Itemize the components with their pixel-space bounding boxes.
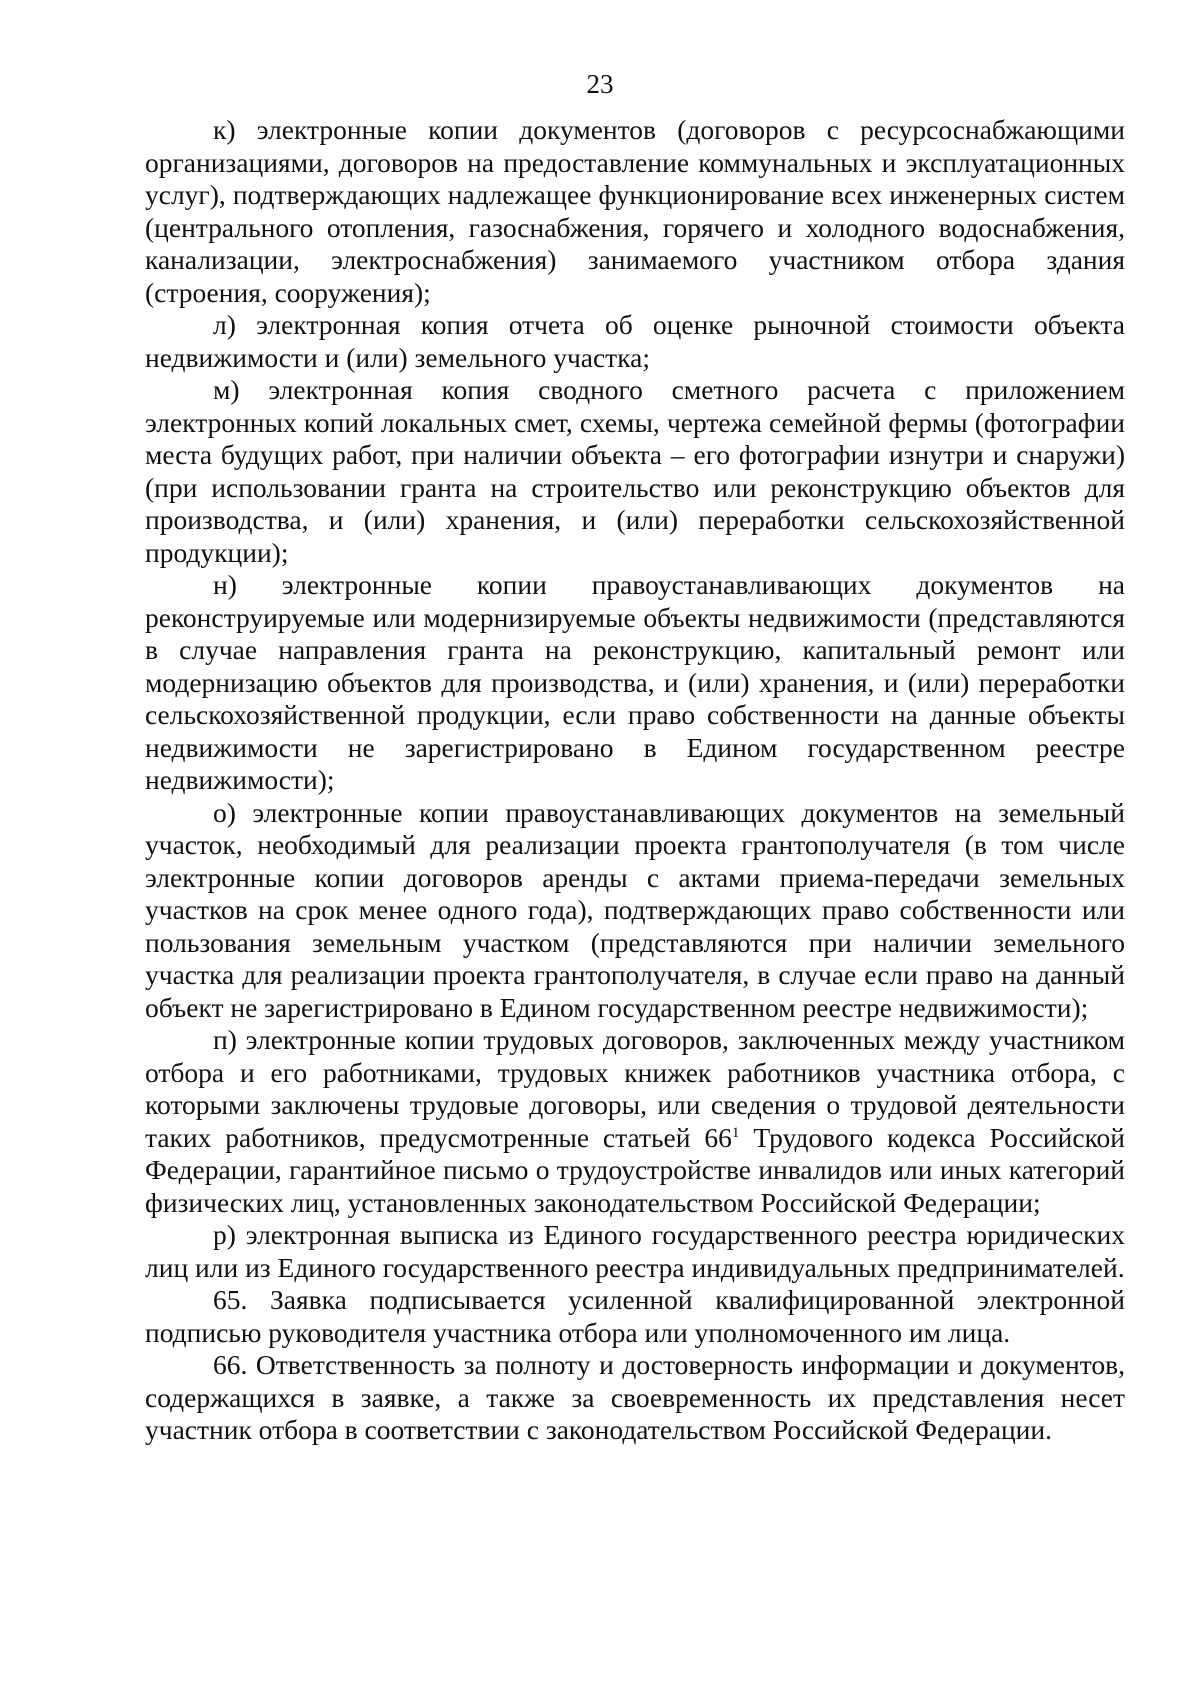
paragraph-r: р) электронная выписка из Единого государственного реестра юридических лиц или из Единого государственного реестра индивидуальных предпринимателей. (145, 1219, 1125, 1283)
paragraph-65: 65. Заявка подписывается усиленной квалифицированной электронной подписью руководителя участника отбора или уполномоченного им лица. (145, 1284, 1125, 1348)
paragraph-66: 66. Ответственность за полноту и достоверность информации и документов, содержащихся в заявке, а также за своевременность их представления несет участник отбора в соответствии с законодательством Российской Федерации. (145, 1349, 1125, 1445)
paragraph-o: о) электронные копии правоустанавливающих документов на земельный участок, необходимый для реализации проекта грантополучателя (в том числе электронные копии договоров аренды с актами приема-передачи земельных участков на срок менее одного года), подтверждающих право собственности или пользования земельным участком (представляются при наличии земельного участка для реализации проекта грантополучателя, в случае если право на данный объект не зарегистрировано в Едином государственном реестре недвижимости); (145, 796, 1125, 1023)
superscript-article-number: 1 (731, 1124, 740, 1141)
paragraph-k: к) электронные копии документов (договоров с ресурсоснабжающими организациями, договоров на предоставление коммунальных и эксплуатационных услуг), подтверждающих надлежащее функционирование всех инженерных систем (центрального отопления, газоснабжения, горячего и холодного водоснабжения, канализации, электроснабжения) занимаемого участником отбора здания (строения, сооружения); (145, 114, 1125, 308)
paragraph-p-text-end: Трудового кодекса Российской Федерации, гарантийное письмо о трудоустройстве инвалидов или иных категорий физических лиц, установленных законодательством Российской Федерации; (145, 1121, 1126, 1218)
document-body (145, 114, 1125, 1447)
paragraph-m: м) электронная копия сводного сметного расчета с приложением электронных копий локальных смет, схемы, чертежа семейной фермы (фотографии места будущих работ, при наличии объекта – его фотографии изнутри и снаружи) (при использовании гранта на строительство или реконструкцию объектов для производства, и (или) хранения, и (или) переработки сельскохозяйственной продукции); (145, 374, 1125, 568)
paragraph-n: н) электронные копии правоустанавливающих документов на реконструируемые или модернизируемые объекты недвижимости (представляются в случае направления гранта на реконструкцию, капитальный ремонт или модернизацию объектов для производства, и (или) хранения, и (или) переработки сельскохозяйственной продукции, если право собственности на данные объекты недвижимости не зарегистрировано в Едином государственном реестре недвижимости); (145, 569, 1125, 795)
page-number: 23 (586, 69, 614, 99)
paragraph-p-text-start: п) электронные копии трудовых договоров, заключенных между участником отбора и его работниками, трудовых книжек работников участника отбора, с которыми заключены трудовые договоры, или сведения о трудовой деятельности таких работников, предусмотренные статьей 66 (145, 1024, 1125, 1153)
paragraph-l: л) электронная копия отчета об оценке рыночной стоимости объекта недвижимости и (или) земельного участка; (145, 309, 1125, 373)
paragraph-p (145, 1024, 1125, 1219)
